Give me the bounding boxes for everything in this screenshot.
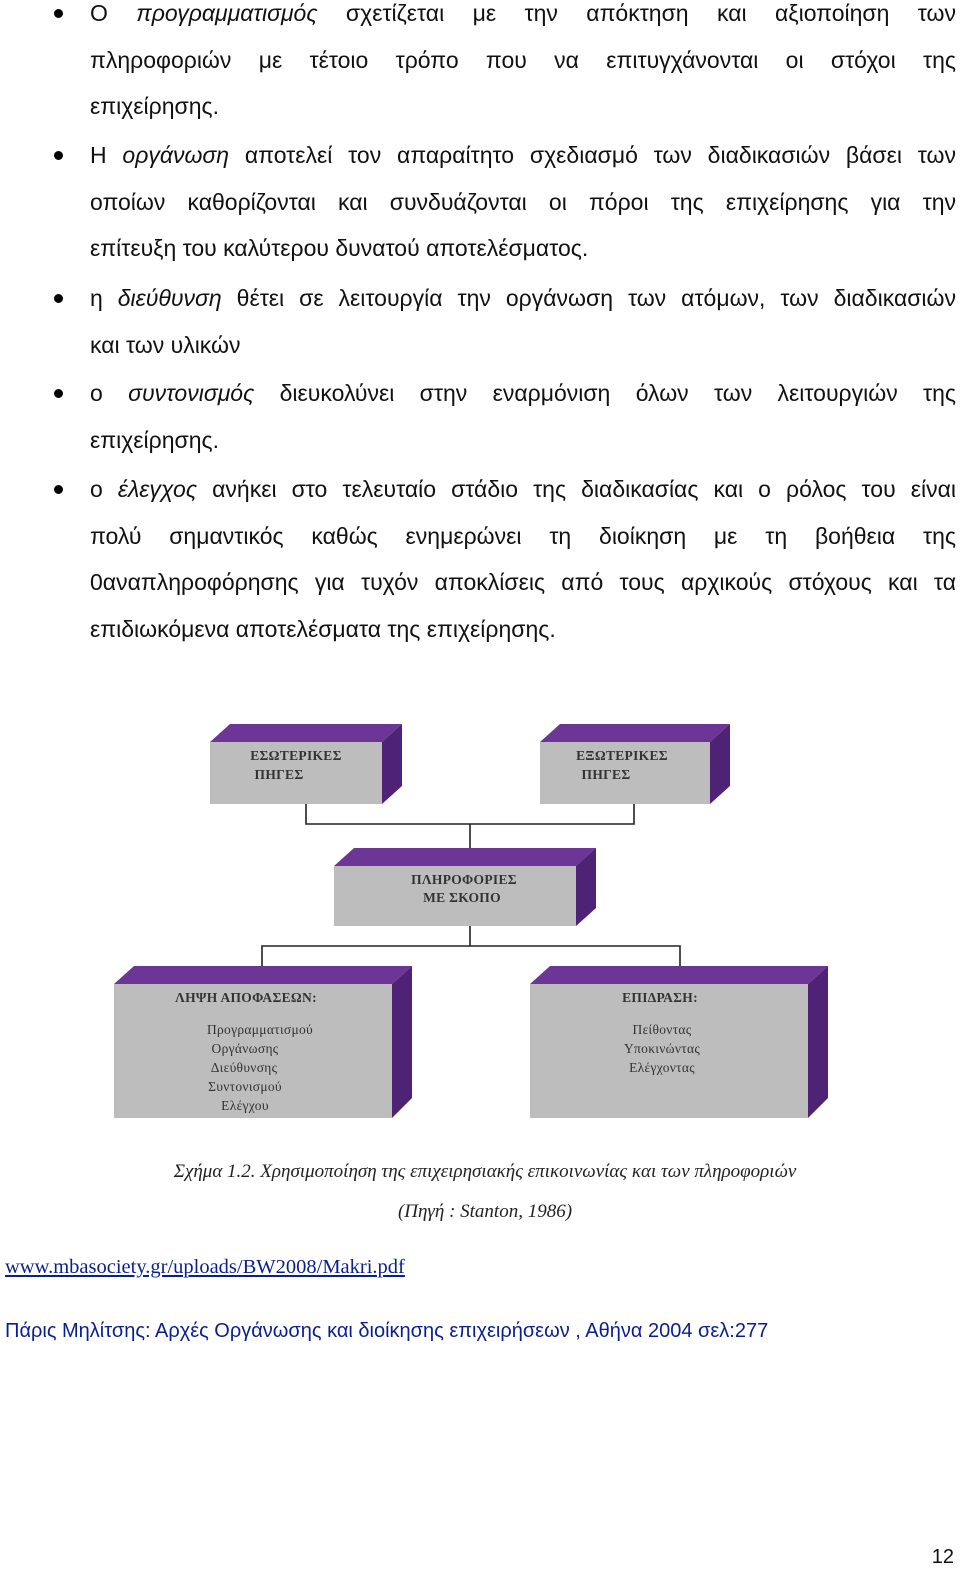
bullet-line: η διεύθυνση θέτει σε λειτουργία την οργάνωση των ατόμων, των διαδικασιών: [90, 285, 956, 311]
connector-top: [306, 804, 634, 824]
influence-item: Υποκινώντας: [624, 1041, 700, 1056]
bullet-coordination: [90, 370, 956, 463]
connector-bottom: [262, 946, 680, 966]
bullet-line: οποίων καθορίζονται και συνδυάζονται οι πόροι της επιχείρησης για την: [90, 188, 956, 215]
bullet-line: επιχείρησης.: [90, 426, 220, 453]
decision-item: Ελέγχου: [221, 1098, 269, 1113]
external-sources-line2: ΠΗΓΕΣ: [581, 767, 631, 782]
internal-sources-line1: ΕΣΩΤΕΡΙΚΕΣ: [250, 748, 342, 763]
box-influence: [530, 966, 828, 1118]
bullet-line: επιχείρησης.: [90, 93, 220, 119]
influence-item: Ελέγχοντας: [629, 1060, 695, 1075]
bullet-line: Ο προγραμματισμός σχετίζεται με την απόκτηση και αξιοποίηση των: [90, 0, 957, 26]
bullet-line: και των υλικών: [90, 331, 241, 358]
bullet-line: 0αναπληροφόρησης για τυχόν αποκλίσεις από τους αρχικούς στόχους και τα: [90, 569, 956, 595]
book-reference: Πάρις Μηλίτσης: Αρχές Οργάνωσης και διοίκησης επιχειρήσεων , Αθήνα 2004 σελ:277: [5, 1320, 769, 1342]
caption-title: Σχήμα 1.2. Χρησιμοποίηση της επιχειρησιακής επικοινωνίας και των πληροφοριών: [173, 1161, 797, 1182]
bullet-line: επίτευξη του καλύτερου δυνατού αποτελέσματος.: [90, 235, 589, 261]
decision-item: Οργάνωσης: [211, 1041, 279, 1056]
bullet-organization: [90, 132, 956, 272]
decision-item: Συντονισμού: [208, 1079, 282, 1094]
bullet-line: ο συντονισμός διευκολύνει στην εναρμόνιση όλων των λειτουργιών της: [90, 380, 956, 406]
internal-sources-line2: ΠΗΓΕΣ: [254, 767, 304, 782]
bullet-dot-icon: [54, 294, 63, 303]
bullet-line: Η οργάνωση αποτελεί τον απαραίτητο σχεδιασμό των διαδικασιών βάσει των: [90, 142, 956, 168]
page-number: 12: [931, 1546, 954, 1568]
information-line2: ΜΕ ΣΚΟΠΟ: [423, 890, 501, 905]
decision-making-title: ΛΗΨΗ ΑΠΟΦΑΣΕΩΝ:: [175, 990, 317, 1005]
caption-source: (Πηγή : Stanton, 1986): [397, 1201, 573, 1222]
box-internal-sources: [210, 724, 402, 804]
bullet-line: επιδιωκόμενα αποτελέσματα της επιχείρησης.: [90, 615, 556, 642]
bullet-dot-icon: [54, 9, 63, 18]
decision-item: Διεύθυνσης: [210, 1060, 278, 1075]
box-external-sources: [540, 724, 730, 804]
bullet-line: πολύ σημαντικός καθώς ενημερώνει τη διοίκηση με τη βοήθεια της: [90, 522, 956, 549]
bullet-dot-icon: [54, 151, 63, 160]
box-decision-making: [114, 966, 412, 1118]
bullet-line: πληροφοριών με τέτοιο τρόπο που να επιτυγχάνονται οι στόχοι της: [90, 46, 956, 73]
external-sources-line1: ΕΞΩΤΕΡΙΚΕΣ: [576, 748, 668, 763]
bullet-line: ο έλεγχος ανήκει στο τελευταίο στάδιο της διαδικασίας και ο ρόλος του είναι: [90, 476, 956, 502]
figure-caption: [0, 1152, 960, 1232]
influence-item: Πείθοντας: [632, 1022, 692, 1037]
influence-title: ΕΠΙΔΡΑΣΗ:: [622, 990, 698, 1005]
bullet-dot-icon: [54, 389, 63, 398]
bullet-direction: [90, 275, 956, 368]
information-line1: ΠΛΗΡΟΦΟΡΙΕΣ: [411, 872, 517, 887]
information-flow-diagram: [0, 700, 960, 1140]
diagram-svg: [0, 700, 960, 1140]
bullet-control: [90, 466, 956, 652]
box-purposeful-information: [334, 848, 596, 926]
decision-item: Προγραμματισμού: [206, 1022, 314, 1037]
source-url-link[interactable]: www.mbasociety.gr/uploads/BW2008/Makri.pdf: [5, 1256, 405, 1278]
bullet-programming: [90, 0, 956, 130]
bullet-dot-icon: [54, 485, 63, 494]
